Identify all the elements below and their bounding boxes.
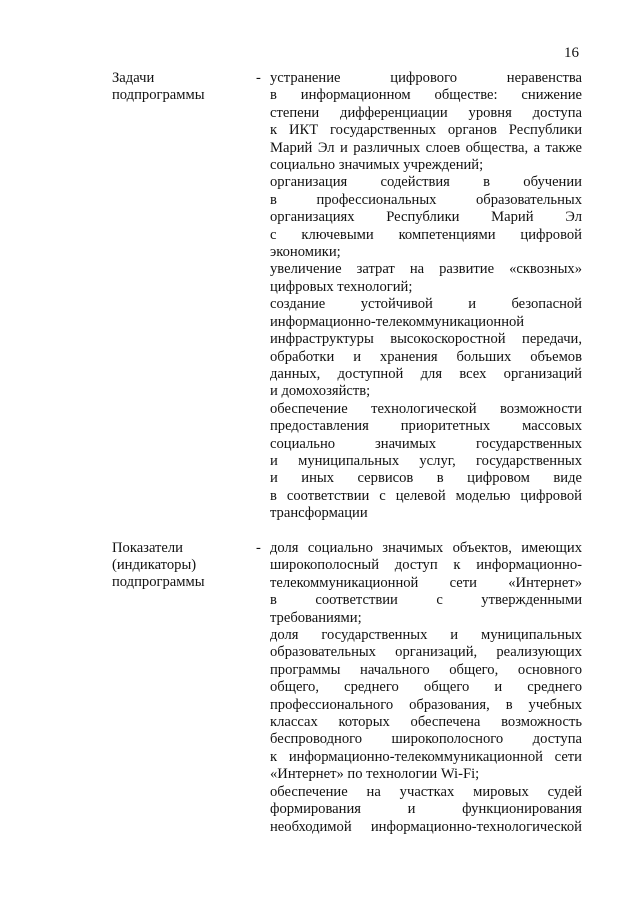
text-line: организациях Республики Марий Эл xyxy=(270,209,582,226)
label-line: подпрограммы xyxy=(112,574,205,590)
text-line: и муниципальных услуг, государственных xyxy=(270,452,582,469)
text-line: программы начального общего, основного xyxy=(270,661,582,678)
text-line: экономики; xyxy=(270,244,341,261)
list-dash: - xyxy=(256,70,261,86)
text-line: требованиями; xyxy=(270,609,362,626)
text-line: Марий Эл и различных слоев общества, а также xyxy=(270,139,582,156)
list-dash: - xyxy=(256,540,261,556)
text-line: данных, доступной для всех организаций xyxy=(270,365,582,382)
page-number: 16 xyxy=(564,45,579,61)
text-line: и иных сервисов в цифровом виде xyxy=(270,470,582,487)
text-line: предоставления приоритетных массовых xyxy=(270,418,582,435)
text-line: классах которых обеспечена возможность xyxy=(270,714,582,731)
text-line: к ИКТ государственных органов Республики xyxy=(270,122,582,139)
text-line: устранение цифрового неравенства xyxy=(270,70,582,86)
label-line: (индикаторы) xyxy=(112,557,197,573)
text-line: в профессиональных образовательных xyxy=(270,191,582,208)
text-line: цифровых технологий; xyxy=(270,278,413,295)
text-line: общего, среднего общего и среднего xyxy=(270,679,582,696)
text-line: с ключевыми компетенциями цифровой xyxy=(270,226,582,243)
text-line: образовательных организаций, реализующих xyxy=(270,644,582,661)
text-line: обеспечение технологической возможности xyxy=(270,400,582,417)
text-line: обеспечение на участках мировых судей xyxy=(270,783,582,800)
text-line: в соответствии с утвержденными xyxy=(270,592,582,609)
text-line: в соответствии с целевой моделью цифровой xyxy=(270,487,582,504)
text-line: необходимой информационно-технологической xyxy=(270,818,582,835)
text-line: к информационно-телекоммуникационной сети xyxy=(270,748,582,765)
text-line: беспроводного широкополосного доступа xyxy=(270,731,582,748)
text-line: формирования и функционирования xyxy=(270,801,582,818)
text-line: социально значимых учреждений; xyxy=(270,157,484,174)
text-line: профессионального образования, в учебных xyxy=(270,696,582,713)
text-line: и домохозяйств; xyxy=(270,383,371,400)
text-line: доля государственных и муниципальных xyxy=(270,627,582,644)
text-line: социально значимых государственных xyxy=(270,435,582,452)
text-line: организация содействия в обучении xyxy=(270,174,582,191)
text-line: информационно-телекоммуникационной xyxy=(270,313,525,330)
text-line: «Интернет» по технологии Wi-Fi; xyxy=(270,766,480,783)
text-line: в информационном обществе: снижение xyxy=(270,87,582,104)
text-line: трансформации xyxy=(270,505,368,522)
label-line: Показатели xyxy=(112,540,183,556)
text-line: доля социально значимых объектов, имеющих xyxy=(270,540,582,556)
text-line: увеличение затрат на развитие «сквозных» xyxy=(270,261,582,278)
section-label xyxy=(112,70,252,104)
label-line: Задачи xyxy=(112,70,155,86)
text-line: степени дифференциации уровня доступа xyxy=(270,104,582,121)
text-line: телекоммуникационной сети «Интернет» xyxy=(270,574,582,591)
section-content xyxy=(270,540,582,836)
text-line: широкополосный доступ к информационно- xyxy=(270,557,582,574)
text-line: инфраструктуры высокоскоростной передачи, xyxy=(270,331,582,348)
section-content xyxy=(270,70,582,523)
text-line: создание устойчивой и безопасной xyxy=(270,296,582,313)
text-line: обработки и хранения больших объемов xyxy=(270,348,582,365)
section-label xyxy=(112,540,252,591)
label-line: подпрограммы xyxy=(112,87,205,103)
